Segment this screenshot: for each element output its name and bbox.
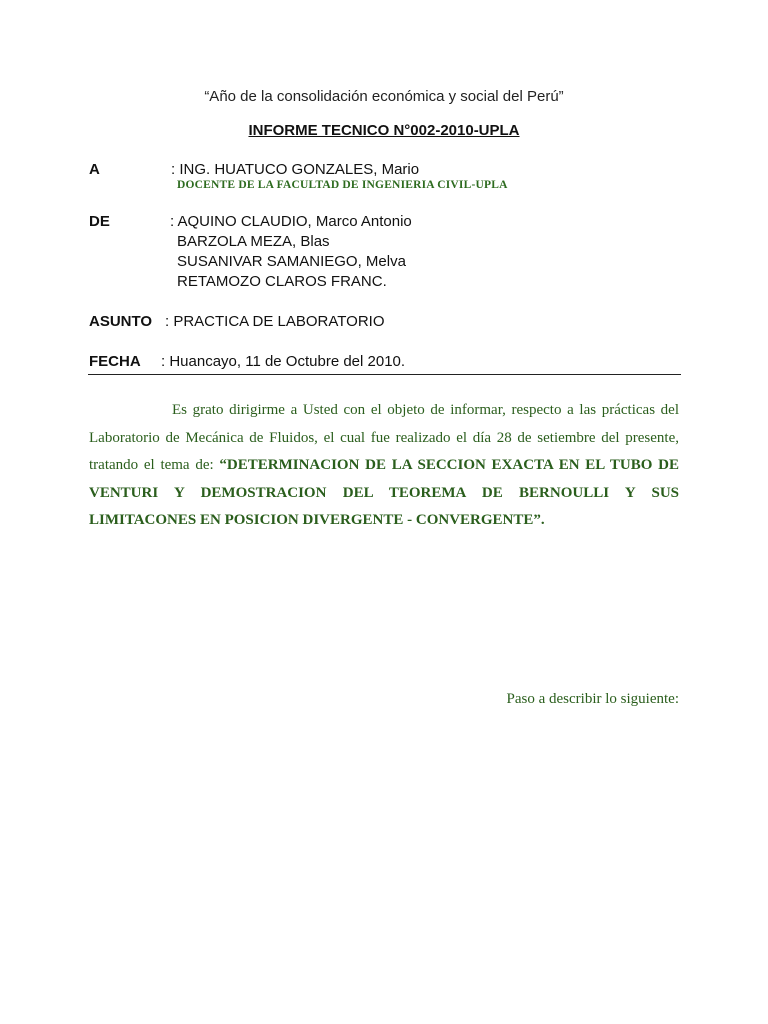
- date-value: : Huancayo, 11 de Octubre del 2010.: [161, 353, 406, 370]
- from-name-4: RETAMOZO CLAROS FRANC.: [177, 273, 387, 290]
- to-value: : ING. HUATUCO GONZALES, Mario: [171, 161, 420, 178]
- subject-label: ASUNTO: [89, 313, 153, 330]
- to-label: A: [89, 161, 100, 178]
- from-name-3: SUSANIVAR SAMANIEGO, Melva: [177, 253, 406, 270]
- from-label: DE: [89, 213, 110, 230]
- body-intro: Es grato dirigirme a Usted con el objeto de informar, respecto a las prácticas del Laboratorio de Mecánica de Fluidos, el cual fue realizado el día 28 de setiembre del presente, tratando el tema de:: [89, 402, 679, 473]
- to-subtitle: DOCENTE DE LA FACULTAD DE INGENIERIA CIVIL-UPLA: [177, 179, 508, 191]
- document-motto: “Año de la consolidación económica y social del Perú”: [204, 88, 564, 105]
- document-title-text: INFORME TECNICO N°002-2010-UPLA: [248, 122, 520, 139]
- closing-line: Paso a describir lo siguiente:: [506, 691, 679, 707]
- subject-value: : PRACTICA DE LABORATORIO: [165, 313, 385, 330]
- date-label: FECHA: [89, 353, 141, 370]
- body-topic: “DETERMINACION DE LA SECCION EXACTA EN EL TUBO DE VENTURI Y DEMOSTRACION DEL TEOREMA DE BERNOULLI Y SUS LIMITACONES EN POSICION DIVERGENTE - CONVERGENTE”.: [89, 457, 680, 528]
- from-name-1: : AQUINO CLAUDIO, Marco Antonio: [170, 213, 412, 230]
- header-divider: [88, 374, 681, 375]
- body-paragraph: [89, 397, 679, 535]
- document-title: [0, 122, 768, 139]
- from-name-2: BARZOLA MEZA, Blas: [177, 233, 330, 250]
